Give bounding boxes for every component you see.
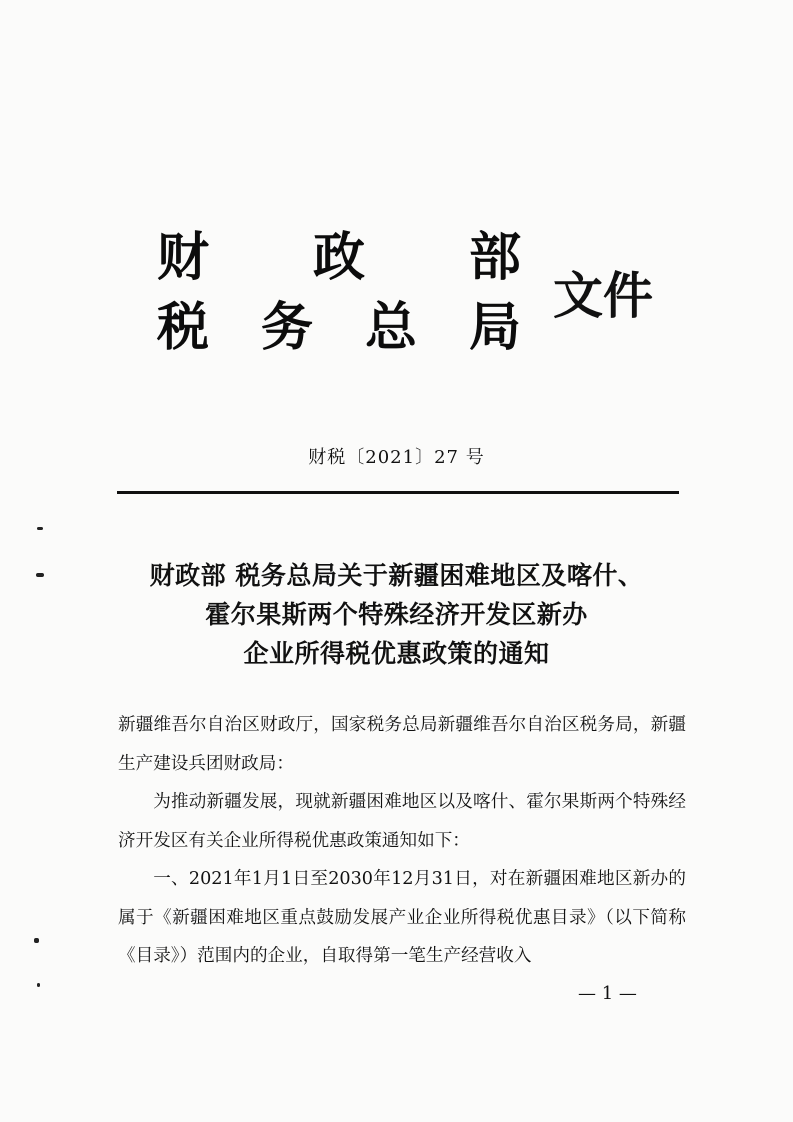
scan-speck bbox=[37, 527, 43, 530]
issuer-char: 局 bbox=[469, 297, 522, 358]
issuer-char: 税 bbox=[157, 297, 210, 358]
issuer-state-taxation-administration bbox=[157, 297, 522, 358]
document-type-label: 文件 bbox=[553, 266, 653, 325]
issuer-char: 政 bbox=[313, 227, 366, 288]
title-line: 财政部 税务总局关于新疆困难地区及喀什、 bbox=[149, 561, 644, 590]
body-paragraph: 为推动新疆发展，现就新疆困难地区以及喀什、霍尔果斯两个特殊经济开发区有关企业所得税优惠政策通知如下： bbox=[118, 792, 686, 851]
document-number: 财税〔2021〕27 号 bbox=[308, 447, 485, 468]
addressee: 新疆维吾尔自治区财政厅，国家税务总局新疆维吾尔自治区税务局，新疆生产建设兵团财政局： bbox=[118, 715, 686, 774]
page-number: — 1 — bbox=[578, 983, 637, 1004]
scan-speck bbox=[36, 573, 44, 577]
issuer-char: 务 bbox=[261, 297, 314, 358]
issuer-ministry-of-finance bbox=[157, 227, 522, 288]
scan-speck bbox=[34, 938, 39, 943]
issuer-char: 部 bbox=[469, 227, 522, 288]
body-paragraph: 一、2021年1月1日至2030年12月31日，对在新疆困难地区新办的属于《新疆困难地区重点鼓励发展产业企业所得税优惠目录》（以下简称《目录》）范围内的企业，自取得第一笔生产经营收入 bbox=[118, 869, 686, 966]
document-title bbox=[60, 556, 733, 673]
scan-speck bbox=[37, 983, 40, 987]
document-body bbox=[118, 706, 686, 976]
masthead-divider bbox=[117, 491, 679, 494]
issuer-char: 总 bbox=[365, 297, 418, 358]
title-line: 霍尔果斯两个特殊经济开发区新办 bbox=[205, 600, 588, 629]
issuer-char: 财 bbox=[157, 227, 210, 288]
title-line: 企业所得税优惠政策的通知 bbox=[243, 639, 550, 668]
